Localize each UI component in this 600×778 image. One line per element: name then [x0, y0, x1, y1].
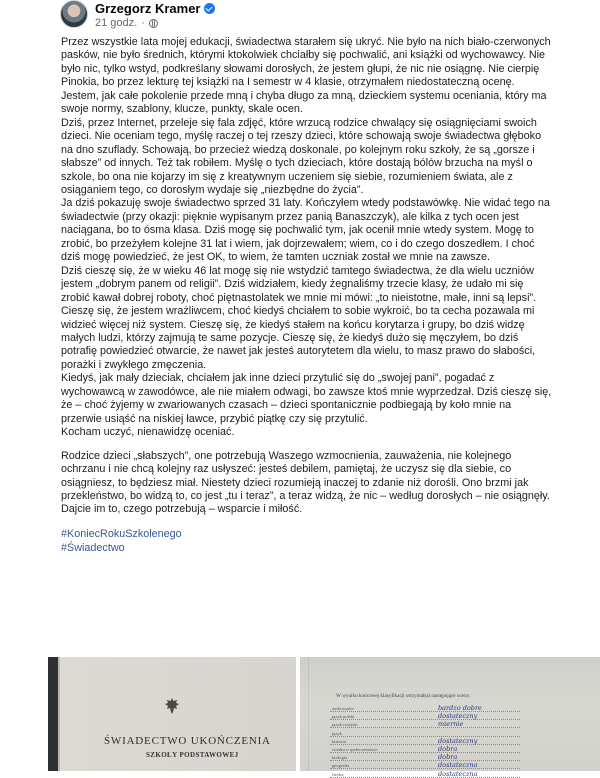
grade-subject: język polski [332, 714, 355, 720]
grade-subject: język [332, 730, 342, 736]
author-avatar[interactable] [60, 0, 88, 28]
hashtag-koniec-roku[interactable]: #KoniecRokuSzkolenego [61, 527, 182, 540]
post-paragraph: Ja dziś pokazuję swoje świadectwo sprzed 31 laty. Kończyłem wtedy podstawówkę. Nie widać tego na świadectwie (przy okazji: pięknie wypisanym przez panią Banaszczyk), ale kilka z tych ocen jest naciągana, bo to ósma klasa. Dziś mogę się pochwalić tym, jak ocenił mnie wtedy system. Mogę to zrobić, bo przeżyłem kolejne 31 lat i wiem, jak dojrzewałem; wiem, co i do czego doszedłem. I choć dziś mogę powiedzieć, że jest OK, to wiem, że tamten uczniak został we mnie na zawsze. [61, 197, 550, 264]
paragraph-gap [61, 517, 553, 527]
author-name-text[interactable]: Grzegorz Kramer [95, 1, 201, 16]
post-paragraph: Dziś, przez Internet, przeleje się fala zdjęć, które wrzucą rodzice chwalący się osiągnięciami swoich dzieci. Nie oceniam tego, myślę raczej o tej rzeszy dzieci, które schowają swoje świadectwa głęboko na dno szuflady. Schowają, bo przecież wiedzą doskonale, po kolejnym roku szkoły, że są „gorsze i słabsze” od innych. Też tak robiłem. Myślę o tych dzieciach, które dostają bólów brzucha na myśl o szkole, bo ona nie kojarzy im się z kreatywnym uczeniem się siebie, rozumieniem świata, ale z osiąganiem tego, co dorosłym wydaje się „niezbędne do życia”. [61, 116, 542, 196]
grade-value: miernie [438, 720, 464, 729]
grade-value: dostateczna [438, 761, 478, 770]
post-paragraph: Kocham uczyć, nienawidzę oceniać. [61, 426, 235, 439]
post-meta [95, 17, 158, 29]
book-spine [48, 657, 58, 771]
grade-subject: zachowanie [332, 706, 354, 711]
grade-value: bardzo dobre [438, 704, 482, 712]
photo-grid [48, 657, 600, 778]
meta-separator: · [141, 17, 145, 29]
photo-grades-page[interactable] [300, 657, 600, 778]
paragraph-gap [61, 440, 553, 450]
post-paragraph: Dziś cieszę się, że w wieku 46 lat mogę się nie wstydzić tamtego świadectwa, że dla wielu uczniów jestem „dobrym panem od religii”. Dziś widziałem, kiedy żegnaliśmy trzecie klasy, że udało mi się zrobić kawał dobrej roboty, choć piętnastolatek we mnie mi mówi: „to nieistotne, małe, inni są lepsi”. Cieszę się, że jestem wrażliwcem, choć kiedyś chciałem to sobie wykroić, bo ta cecha pozawala mi widzieć więcej niż system. Cieszę się, że kiedyś stałem na końcu korytarza i grupy, bo dziś widzę małych ludzi, którzy zajmują te same pozycje. Cieszę się, że kiedyś dużo się męczyłem, bo dziś potrafię powiedzieć otwarcie, że nawet jak jesteś autorytetem dla wielu, to masz prawo do słabości, porażki i zwykłego zmęczenia. [61, 264, 537, 371]
post-timestamp[interactable]: 21 godz. [95, 17, 138, 29]
grade-subject: geografia [332, 763, 350, 769]
grades-intro: W wyniku końcowej klasyfikacji otrzymał(a) następujące oceny: [336, 693, 471, 699]
grade-subject: język rosyjski [332, 722, 358, 728]
post-paragraph: Kiedyś, jak mały dzieciak, chciałem jak inne dzieci przytulić się do „swojej pani”, pogadać z wychowawcą w zawodówce, ale nie miałem odwagi, bo zawsze ktoś mnie wyprzedzał. Dziś cieszę się, że – choć żyjemy w zwariowanych czasach – dzieci spontanicznie podbiegają by koło mnie na przerwie usiąść na niskiej ławce, przybić piątkę czy się przytulić. [61, 372, 552, 425]
page-fold [308, 657, 309, 771]
grade-subject: historia [332, 738, 346, 744]
grade-value: dostateczny [438, 736, 478, 745]
grade-value: dostateczny [438, 712, 478, 721]
grade-value: dostateczna [438, 769, 478, 778]
certificate-subtitle: SZKOŁY PODSTAWOWEJ [146, 751, 239, 759]
hashtag-swiadectwo[interactable]: #Świadectwo [61, 541, 125, 554]
grade-value: dobra [438, 753, 458, 762]
globe-icon [149, 19, 158, 28]
photo-certificate-cover[interactable] [48, 657, 296, 771]
verified-badge-icon [204, 3, 215, 14]
post-paragraph: Przez wszystkie lata mojej edukacji, świadectwa starałem się ukryć. Nie było na nich biało-czerwonych pasków, nie było średnich, którymi ktokolwiek chciałby się pochwalić, ani książki od wychowawcy. Nie było nic, tylko wstyd, podkreślany słowami dorosłych, że jestem głupi, że nic nie osiągnę. Nie cierpię Pinokia, bo przez lekturę tej książki na I semestr w 4 klasie, otrzymałem niedostateczną ocenę. Jestem, jak całe pokolenie przede mną i chyba długo za mną, dzieckiem systemu oceniania, który ma swoje normy, szablony, klucze, punkty, skale ocen. [61, 36, 551, 116]
eagle-emblem-icon [164, 697, 180, 715]
post-body [61, 36, 553, 555]
grade-subject: wiedza o społeczeństwie [332, 747, 378, 752]
grade-subject: biologia [332, 755, 348, 761]
grade-value: dobra [438, 745, 458, 753]
grade-subject: fizyka [332, 771, 344, 777]
grade-row [330, 769, 520, 778]
author-name[interactable] [95, 1, 215, 16]
post-paragraph-closing: Rodzice dzieci „słabszych”, one potrzebują Waszego wzmocnienia, zauważenia, nie kolejnego ochrzanu i nie chcą kolejny raz usłyszeć: jesteś debilem, pamiętaj, że uczysz się dla siebie, co osiągniesz, to będziesz miał. Niestety dzieci rozumieją inaczej to zdanie niż dorośli. Ono brzmi jak przekleństwo, bo widzą to, co jest „tu i teraz”, a teraz widzą, że nic – według dorosłych – nie osiągnęły. Dajcie im to, czego potrzebują – wsparcie i miłość. [61, 449, 550, 516]
certificate-title: ŚWIADECTWO UKOŃCZENIA [104, 735, 271, 747]
